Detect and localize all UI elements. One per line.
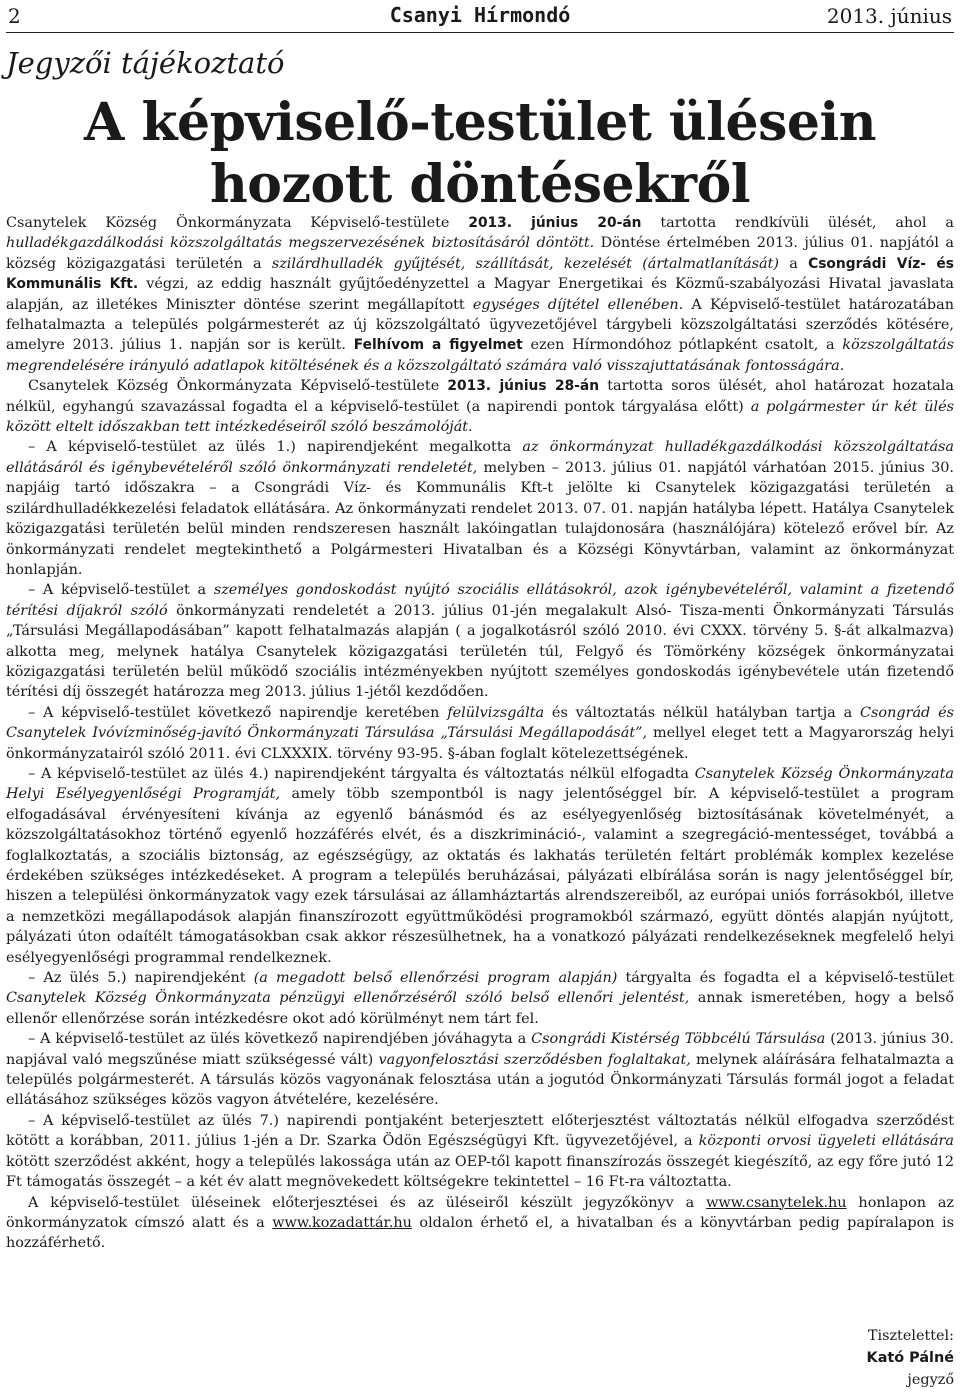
signature-block xyxy=(867,1325,954,1391)
csanytelek-link[interactable]: www.csanytelek.hu xyxy=(706,1194,847,1211)
p10-text: oldalon érhető el, a hivatalban és a könyvtárban pedig papíralapon is hozzáférhető. xyxy=(6,1214,954,1252)
article-body xyxy=(6,213,954,1254)
p8-text: melynek aláírására felhatalmazta a település polgármesterét. A társulás közös vagyonának felosztása után a jogutód Önkormányzati Társulás formál jogot a feladat ellátásához szükséges közös vagyon átvételére, kezelésére. xyxy=(6,1051,954,1109)
newspaper-title: Csanyi Hírmondó xyxy=(389,3,571,27)
p3-italic: az önkormányzat hulladékgazdálkodási közszolgáltatása ellátásáról és igénybevételéről szóló önkormányzati rendeletét, xyxy=(6,439,954,476)
p1-company: Csongrádi Víz- és Kommunális Kft. xyxy=(6,255,954,293)
p6-italic: Csanytelek Község Önkormányzata Helyi Esélyegyenlőségi Programját, xyxy=(6,765,954,803)
signature-greeting: Tisztelettel: xyxy=(867,1328,954,1344)
page-header xyxy=(6,0,954,30)
p1-bold-date: 2013. június 20-án xyxy=(468,215,642,231)
article-headline xyxy=(0,92,960,216)
p2-text: tartotta soros ülését, ahol határozat hozatala nélkül, egyhangú szavazással fogadta el a képviselő-testület (a napirendi pontok tárgyalása előtt) xyxy=(6,378,954,415)
p1-text: a xyxy=(779,255,809,272)
p1-text: ezen Hírmondóhoz pótlapként csatolt, a xyxy=(522,337,843,354)
headline-line-2: hozott döntésekről xyxy=(209,154,751,215)
p3-text: melyben – 2013. július 01. napjától várhatóan 2015. június 30. napjáig tartó időszakra – a Csongrádi Víz- és Kommunális Kft-t jelölte ki Csanytelek közigazgatási területén a szilárdhulladékkezelési feladatok ellátására. Az önkormányzati rendelet 2013. 07. 01. napján hatályba lépett. Hatálya Csanytelek közigazgatási területén belül minden rendszeresen használt lakóingatlan tulajdonosára (használójára) kötelező erővel bír. Az önkormányzati rendelet megtekinthető a Polgármesteri Hivatalban és a Községi Könyvtárban, valamint az önkormányzat honlapján. xyxy=(6,459,954,578)
p1-text: tartotta rendkívüli ülését, ahol a xyxy=(641,215,954,231)
p7-italic: Csanytelek Község Önkormányzata pénzügyi ellenőrzéséről szóló belső ellenőri jelentést, xyxy=(6,990,690,1007)
p5-text: mellyel eleget tett a Magyarország helyi önkormányzatairól szóló 2011. évi CLXXXIX. törvény 93-95. §-ában foglalt kötelezettségének. xyxy=(6,725,954,762)
issue-date: 2013. június xyxy=(826,4,952,28)
p1-notice: Felhívom a figyelmet xyxy=(353,337,523,354)
paragraph-7 xyxy=(6,968,954,1029)
p4-text: önkormányzati rendeletét a 2013. július 01-jén megalakult Alsó- Tisza-menti Önkormányzati Társulás „Társulási Megállapodásában” kapott felhatalmazás alapján ( a jogalkotásról szóló 2010. évi CXXX. törvény 5. §-át alkalmazva) alkotta meg, melynek hatálya Csanytelek közigazgatási területén túl, Felgyő és Tömörkény községek önkormányzatai közigazgatási területén belül működő szociális intézményekben nyújtott személyes gondoskodás igénybevétele után fizetendő térítési díj összegét határozza meg 2013. július 1-jétől kezdődően. xyxy=(6,602,954,701)
page-number: 2 xyxy=(8,4,21,28)
p7-text: annak ismeretében, hogy a belső ellenőr ellenőrzése során intézkedésre okot adó körülményt nem tárt fel. xyxy=(6,990,954,1027)
p2-bold-date: 2013. június 28-án xyxy=(447,378,600,395)
paragraph-1 xyxy=(6,213,954,376)
p9-italic: központi orvosi ügyeleti ellátására xyxy=(698,1133,955,1150)
p6-text: amely több szempontból is nagy jelentőséggel bír. A képviselő-testület a program elfogadásával érvényesíteni kívánja az egyenlő bánásmód és az esélyegyenlőség biztosításának követelményét, a közszolgáltatásokhoz történő egyenlő hozzáférés elvét, és a diszkrimináció-, valamint a szegregáció-mentességet, továbbá a foglalkoztatás, a szociális biztonság, az egészségügy, az oktatás és lakhatás területén feltárt problémák komplex kezelése érdekében szükséges intézkedéseket. A program a település beruházásai, pályázati elbírálása során is nagy jelentőséggel bír, hiszen a települési önkormányzatok vagy ezek társulásai az államháztartás alrendszereiből, az európai uniós forrásokból, illetve a nemzetközi megállapodások alapján finanszírozott együttműködési programokból származó, együtt döntés alapján nyújtott, pályázati úton odaítélt támogatásokban csak akkor részesülhetnek, ha a vonatkozó pályázati rendelkezéseknek megfelelő helyi esélyegyenlőségi programmal rendelkeznek. xyxy=(6,786,954,966)
p1-italic: egységes díjtétel ellenében. xyxy=(472,296,684,313)
p9-text: kötött szerződést akként, hogy a település lakossága után az OEP-től kapott finanszírozás összegét kiegészítő, az egy főre jutó 12 Ft támogatás összegét – a két év alatt megnövekedett költségekre tekintettel – 16 Ft-ra változtatta. xyxy=(6,1153,954,1191)
p6-text: – A képviselő-testület az ülés 4.) napirendjeként tárgyalta és változtatás nélkül elfogadta xyxy=(28,765,695,782)
signature-role: jegyző xyxy=(907,1372,954,1388)
kozadattar-link[interactable]: www.kozadattár.hu xyxy=(272,1214,412,1231)
p1-text: A Képviselő-testület határozatában felhatalmazta a település polgármesterét az új közszolgáltató ügyvezetőjével tárgybeli közszolgáltatási szerződés kötésére, amelyre 2013. július 1. napján sor is került. xyxy=(6,296,954,354)
p1-italic: hulladékgazdálkodási közszolgáltatás megszervezésének biztosításáról döntött. xyxy=(6,235,595,252)
p1-text: végzi, az eddig használt gyűjtőedényzettel a Magyar Energetikai és Közmű-szabályozási Hivatal javaslata alapján, az illetékes Miniszter döntése szerint megállapított xyxy=(6,276,954,313)
p8-text: (2013. június 30. napjával való megszűnése miatt szükségessé vált) xyxy=(6,1031,954,1068)
headline-line-1: A képviselő-testület ülésein xyxy=(84,92,876,153)
p8-italic: vagyonfelosztási szerződésben foglaltakat, xyxy=(378,1051,691,1068)
p7-italic: (a megadott belső ellenőrzési program alapján) xyxy=(253,970,618,987)
p1-italic: közszolgáltatás megrendelésére irányuló adatlapok kitöltésének és a közszolgáltató számára való visszajuttatásának fontosságára. xyxy=(6,337,954,374)
p8-italic: Csongrádi Kistérség Többcélú Társulása xyxy=(531,1031,826,1048)
paragraph-5 xyxy=(6,703,954,764)
signature-name: Kató Pálné xyxy=(866,1350,954,1366)
p3-text: – A képviselő-testület az ülés 1.) napirendjeként megalkotta xyxy=(28,439,523,456)
p10-text: honlapon az önkormányzatok címszó alatt és a xyxy=(6,1194,954,1231)
paragraph-10 xyxy=(6,1193,954,1254)
p10-text: A képviselő-testület üléseinek előterjesztései és az üléseiről készült jegyzőkönyv a xyxy=(28,1194,707,1211)
p9-text: – A képviselő-testület az ülés 7.) napirendi pontjaként beterjesztett előterjesztést változtatás nélkül elfogadva szerződést kötött a korábban, 2011. július 1-jén a Dr. Szarka Ödön Egészségügyi Kft. ügyvezetőjével, a xyxy=(6,1112,954,1150)
p1-text: Döntése értelmében 2013. július 01. napjától a község közigazgatási területén a xyxy=(6,235,954,272)
paragraph-3 xyxy=(6,437,954,580)
paragraph-9 xyxy=(6,1111,954,1193)
p1-italic: szilárdhulladék gyűjtését, szállítását, kezelését (ártalmatlanítását) xyxy=(271,255,780,272)
p4-italic: személyes gondoskodást nyújtó szociális ellátásokról, azok igénybevételéről, valamint a fizetendő térítési díjakról szóló xyxy=(6,582,954,619)
p5-italic: Csongrád és Csanytelek Ivóvízminőség-javító Önkormányzati Társulása „Társulási Megállapodását”, xyxy=(6,704,954,742)
p2-text: Csanytelek Község Önkormányzata Képviselő-testülete xyxy=(28,378,448,395)
p4-text: – A képviselő-testület a xyxy=(28,582,214,599)
p5-italic: felülvizsgálta xyxy=(447,704,545,721)
p5-text: – A képviselő-testület következő napirendje keretében xyxy=(28,704,448,721)
p8-text: – A képviselő-testület az ülés következő napirendjében jóváhagyta a xyxy=(28,1031,532,1048)
p1-text: Csanytelek Község Önkormányzata Képviselő-testülete xyxy=(6,215,469,231)
paragraph-6 xyxy=(6,764,954,968)
p5-text: és változtatás nélkül hatályban tartja a xyxy=(544,704,861,721)
paragraph-4 xyxy=(6,580,954,702)
section-kicker: Jegyzői tájékoztató xyxy=(6,46,285,80)
p7-text: tárgyalta és fogadta el a képviselő-testület xyxy=(617,970,954,987)
header-divider xyxy=(6,32,954,33)
paragraph-8 xyxy=(6,1029,954,1111)
p2-italic: a polgármester úr két ülés között eltelt időszakban tett intézkedéseiről szóló beszámolóját. xyxy=(6,398,954,436)
paragraph-2 xyxy=(6,376,954,437)
p7-text: – Az ülés 5.) napirendjeként xyxy=(28,970,254,987)
